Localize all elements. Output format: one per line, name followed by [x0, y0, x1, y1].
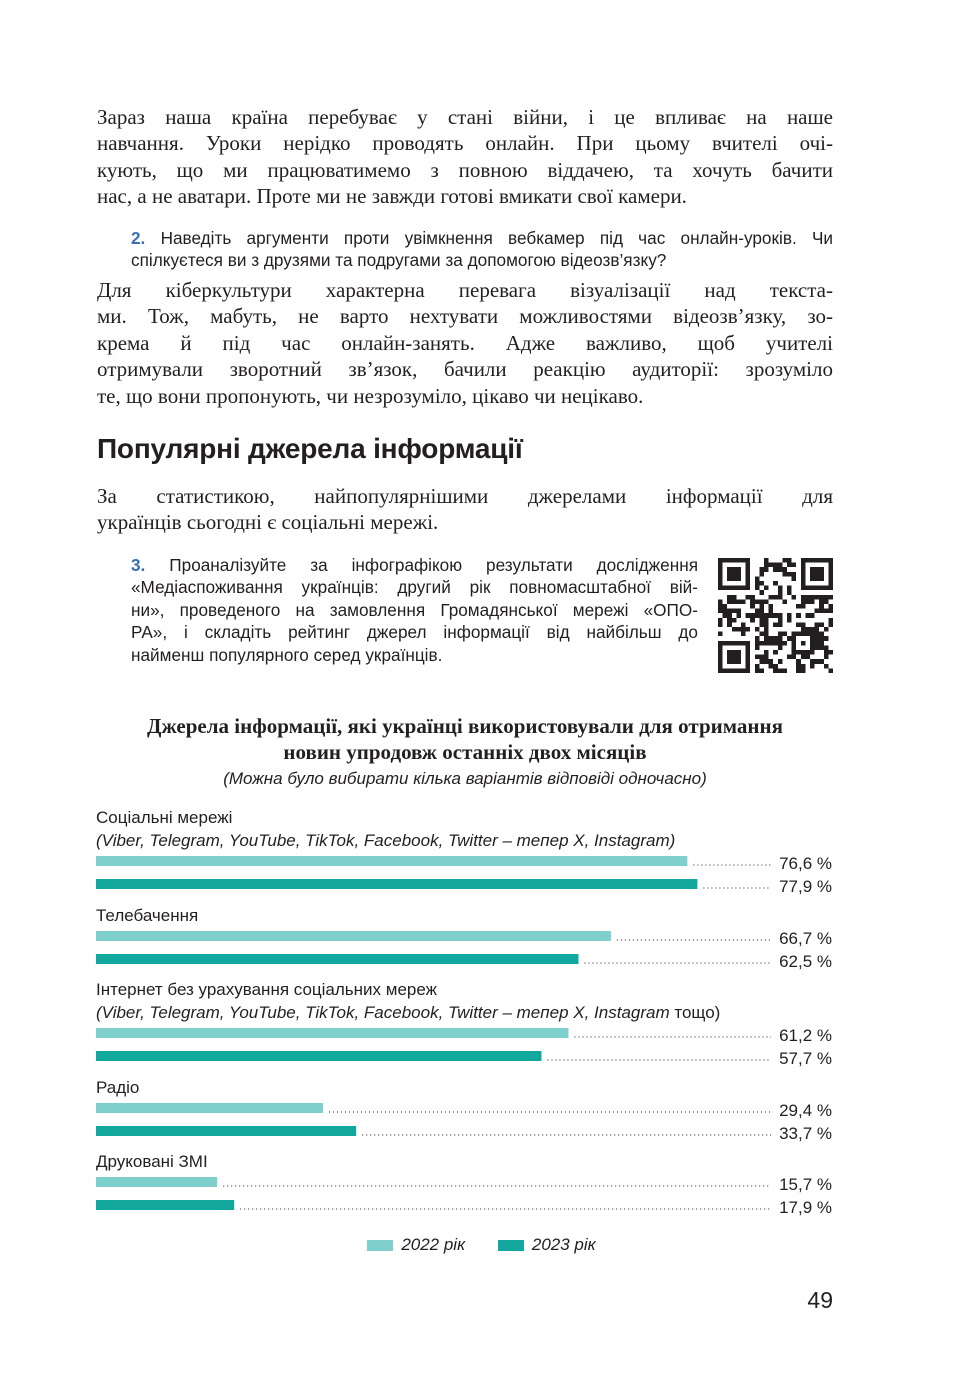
task-line: «Медіаспоживання українців: другий рік повномасштабної вій- [131, 577, 698, 598]
bar-2022 [96, 856, 687, 866]
page-number: 49 [807, 1287, 833, 1313]
paragraph-line: отримували зворотний зв’язок, бачили реакцію аудиторії: зрозуміло [97, 357, 833, 382]
section-heading: Популярні джерела інформації [97, 433, 523, 464]
paragraph-line: Зараз наша країна перебуває у стані війни, і це впливає на наше [97, 105, 833, 129]
chart-legend [0, 1235, 963, 1255]
bar-2023 [96, 1200, 234, 1210]
category-label: Друковані ЗМІ [96, 1152, 208, 1171]
task-number: 3. [131, 555, 146, 575]
paragraph-line: нас, а не аватари. Проте ми не завжди готові вмикати свої камери. [97, 184, 687, 209]
category-label: Телебачення [96, 906, 199, 925]
bar-2022 [96, 1103, 323, 1113]
value-label: 76,6 % [779, 854, 832, 873]
legend-item [367, 1235, 465, 1255]
bar-2022 [96, 931, 611, 941]
paragraph-line: кують, що ми працюватимемо з повною віддачею, та хочуть бачити [97, 157, 833, 182]
category-label: Інтернет без урахування соціальних мереж [96, 980, 437, 999]
task-line: РА», і складіть рейтинг джерел інформації від найбільш до [131, 622, 698, 643]
task-number: 2. [131, 228, 146, 248]
bar-2022 [96, 1177, 217, 1187]
legend-label: 2022 рік [401, 1235, 466, 1254]
bar-2022 [96, 1028, 568, 1038]
bar-2023 [96, 879, 697, 889]
bar-2023 [96, 1126, 356, 1136]
task-text: Наведіть аргументи проти увімкнення вебкамер під час онлайн-уроків. Чи [160, 228, 833, 248]
legend-swatch-2023 [498, 1240, 524, 1251]
chart-subtitle: (Можна було вибирати кілька варіантів відповіді одночасно) [223, 769, 707, 788]
chart-title-line: Джерела інформації, які українці використовували для отримання [147, 714, 783, 738]
value-label: 66,7 % [779, 929, 832, 948]
value-label: 62,5 % [779, 952, 832, 971]
legend-swatch-2022 [367, 1240, 393, 1251]
paragraph-line: За статистикою, найпопулярнішими джерелами інформації для [97, 484, 833, 508]
chart-title-line: новин упродовж останніх двох місяців [283, 740, 647, 764]
task-line: ни», проведеного на замовлення Громадянської мережі «ОПО- [131, 599, 698, 620]
value-label: 29,4 % [779, 1101, 832, 1120]
category-label: Радіо [96, 1078, 140, 1097]
paragraph-line: українців сьогодні є соціальні мережі. [97, 510, 439, 535]
value-label: 61,2 % [779, 1026, 832, 1045]
bar-2023 [96, 954, 579, 964]
paragraph-line: ми. Тож, мабуть, не варто нехтувати можливостями відеозв’язку, зо- [97, 304, 833, 329]
value-label: 17,9 % [779, 1198, 832, 1217]
value-label: 15,7 % [779, 1175, 832, 1194]
category-note: (Viber, Telegram, YouTube, TikTok, Facebook, Twitter – тепер X, Instagram) [96, 831, 676, 850]
paragraph-line: крема й під час онлайн-занять. Адже важливо, щоб учителі [97, 330, 833, 355]
value-label: 77,9 % [779, 877, 832, 896]
value-label: 57,7 % [779, 1049, 832, 1068]
paragraph-line: навчання. Уроки нерідко проводять онлайн. При цьому вчителі очі- [97, 131, 833, 156]
legend-label: 2023 рік [531, 1235, 596, 1254]
bar-2023 [96, 1051, 541, 1061]
category-label: Соціальні мережі [96, 808, 233, 827]
legend-item [498, 1235, 596, 1255]
paragraph-line: Для кіберкультури характерна перевага візуалізації над текста- [97, 278, 833, 302]
task-line: найменш популярного серед українців. [131, 644, 443, 665]
task-text: Проаналізуйте за інфографікою результати дослідження [169, 555, 698, 575]
task-line: спілкуєтеся ви з друзями та подругами за допомогою відеозв’язку? [131, 250, 667, 271]
paragraph-line: те, що вони пропонують, чи незрозуміло, цікаво чи нецікаво. [97, 383, 644, 408]
category-note: (Viber, Telegram, YouTube, TikTok, Facebook, Twitter – тепер X, Instagram тощо) [96, 1003, 721, 1022]
value-label: 33,7 % [779, 1124, 832, 1143]
